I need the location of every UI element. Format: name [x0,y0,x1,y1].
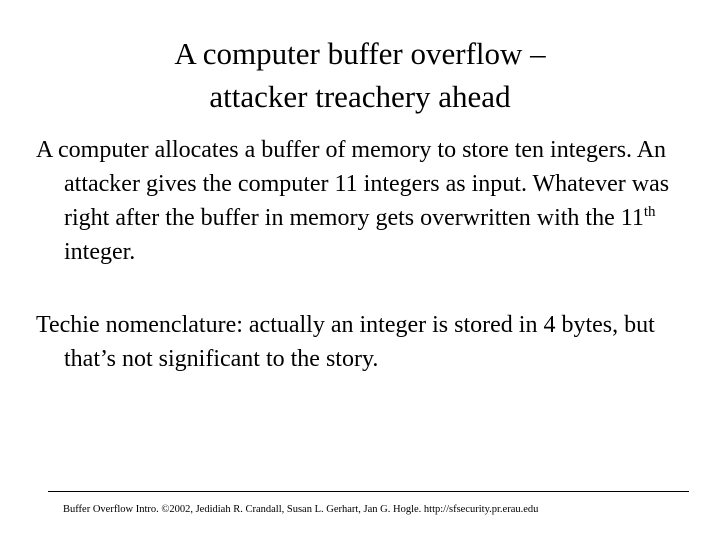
paragraph-buffer-description [36,133,704,269]
paragraph-1-text: A computer allocates a buffer of memory to store ten integers. An attacker gives the computer 11 integers as input. Whatever was right after the buffer in memory gets overwritten with the 11 [36,137,670,231]
ordinal-superscript: th [643,204,656,220]
footer-divider [48,491,689,492]
paragraph-1-tail: integer. [64,239,136,265]
slide-title [0,32,720,118]
footer-credits: Buffer Overflow Intro. ©2002, Jedidiah R. Crandall, Susan L. Gerhart, Jan G. Hogle. http://sfsecurity.pr.erau.edu [63,504,539,515]
paragraph-techie-nomenclature: Techie nomenclature: actually an integer is stored in 4 bytes, but that’s not significant to the story. [36,312,655,372]
slide-title-line-2: attacker treachery ahead [209,79,511,114]
slide-title-line-1: A computer buffer overflow – [174,36,546,71]
